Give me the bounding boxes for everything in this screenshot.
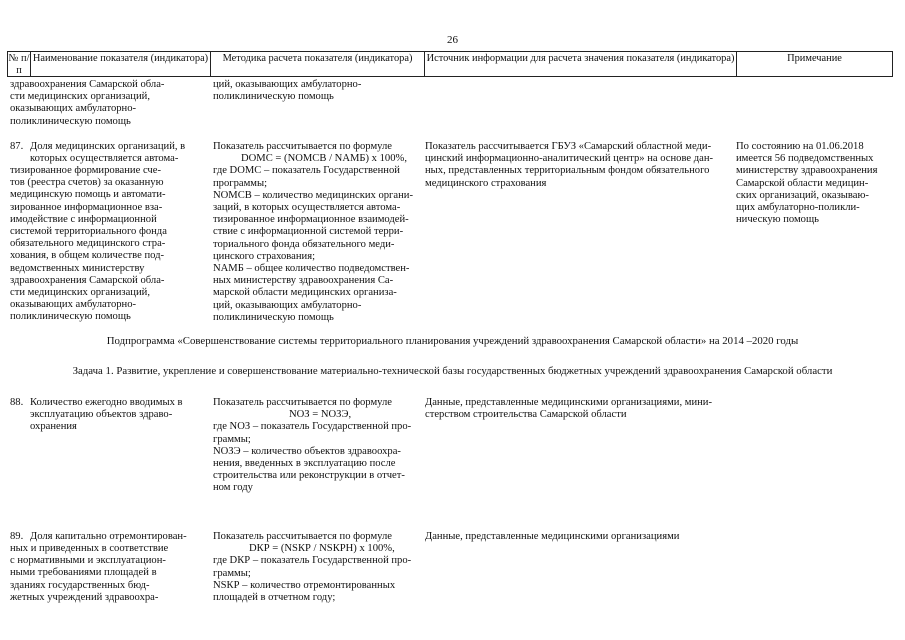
row88-method	[213, 397, 418, 495]
row87-source-line: цинский информационно-аналитический центр» на основе дан-	[425, 153, 714, 165]
row89-name-line: ных и приведенных в соответствие	[10, 543, 169, 554]
row87-note-line: ских организаций, оказываю-	[736, 189, 869, 201]
row89-name-line: Доля капитально отремонтирован-	[30, 531, 187, 542]
row87-name-line: здравоохранения Самарской обла-	[10, 274, 165, 286]
row87-name-line: медицинскую помощь и автомати-	[10, 189, 166, 201]
row89-name-line: ными требованиями площадей в	[10, 567, 157, 579]
row87-name-line: тов (реестра счетов) за оказанную	[10, 177, 164, 189]
row88-method-line: NОЗЭ – количество объектов здравоохра-	[213, 445, 401, 457]
row87-note-line: Самарской области медицин-	[736, 177, 869, 189]
carry-name-line: здравоохранения Самарской обла-	[10, 79, 165, 90]
subprogram-heading: Подпрограмма «Совершенствование системы территориального планирования учреждений здравоохранения Самарской области» на 2014 –2020 годы	[106, 335, 799, 347]
row87-source-line: ных, представленных территориальным фондом обязательного	[425, 165, 710, 177]
row87-method-line: тизированное информационное взаимодей-	[213, 214, 409, 226]
row87-note-line: По состоянию на 01.06.2018	[736, 141, 864, 152]
row87-name-line: системой территориального фонда	[10, 226, 167, 238]
row88-source-line: Данные, представленные медицинскими организациями, мини-	[425, 397, 712, 408]
row87-method-line: NАМБ – общее количество подведомствен-	[213, 263, 410, 275]
carry-name-line: поликлиническую помощь	[10, 115, 131, 127]
task-heading: Задача 1. Развитие, укрепление и совершенствование материально-технической базы государственных бюджетных учреждений здравоохранения Самарской области	[72, 365, 833, 377]
row89-name-line: с нормативными и эксплуатацион-	[10, 555, 166, 567]
row88-source-line: стерством строительства Самарской области	[425, 409, 627, 421]
row88-method-line: нения, введенных в эксплуатацию после	[213, 458, 396, 470]
carry-method-line: ций, оказывающих амбулаторно-	[213, 79, 362, 90]
carry-method-cell	[213, 79, 418, 103]
row87-method-line: ториального фонда обязательного меди-	[213, 238, 395, 250]
row89-name-cont	[10, 543, 204, 604]
page-number: 26	[447, 34, 458, 46]
row87-note-line: ническую помощь	[736, 214, 819, 226]
row87-name-line: ведомственных министерству	[10, 262, 145, 274]
header-source: Источник информации для расчета значения показателя (индикатора)	[425, 52, 737, 76]
row87-name-line: которых осуществляется автома-	[30, 153, 179, 165]
row87-method-line: цинского страхования;	[213, 250, 316, 262]
row87-source-line: Показатель рассчитывается ГБУЗ «Самарский областной меди-	[425, 141, 712, 152]
row87-name-line: хования, в общем количестве под-	[10, 250, 165, 262]
header-note: Примечание	[737, 52, 893, 76]
row87-method-intro: Показатель рассчитывается по формуле	[213, 141, 392, 152]
row87-note	[736, 141, 891, 226]
row88-method-line: где NОЗ – показатель Государственной про-	[213, 421, 412, 433]
row87-method-line: марской области медицинских организа-	[213, 287, 397, 299]
row89-name-line: жетных учреждений здравоохра-	[10, 591, 159, 603]
row87-name-cont	[10, 165, 204, 324]
row89-method-line: граммы;	[213, 567, 251, 579]
row89-method-line: площадей в отчетном году;	[213, 592, 336, 604]
row89-name	[30, 531, 204, 543]
row89-name-line: зданиях государственных бюд-	[10, 579, 150, 591]
row87-source-line: медицинского страхования	[425, 177, 547, 189]
row87-method-line: ных министерству здравоохранения Са-	[213, 275, 394, 287]
row89-formula: DКР = (NSКР / NSКРН) х 100%,	[249, 543, 395, 555]
row87-name-line: имодействие с информационной	[10, 213, 157, 225]
row87-method-line: программы;	[213, 177, 268, 189]
row87-method-line: заций, в которых осуществляется автома-	[213, 202, 401, 214]
row87-name-line: Доля медицинских организаций, в	[30, 141, 186, 152]
row88-method-line: строительства или реконструкции в отчет-	[213, 470, 405, 482]
row89-source-line: Данные, представленные медицинскими организациями	[425, 531, 680, 542]
row88-method-line: граммы;	[213, 433, 251, 445]
row89-method-line: NSКР – количество отремонтированных	[213, 579, 396, 591]
row88-name-line: эксплуатацию объектов здраво-	[30, 409, 173, 421]
row87-method-line: где DОМС – показатель Государственной	[213, 165, 400, 177]
row87-method	[213, 141, 418, 324]
header-method: Методика расчета показателя (индикатора)	[211, 52, 425, 76]
row87-name-line: зированное информационное вза-	[10, 201, 163, 213]
row87-name-line: обязательного медицинского стра-	[10, 238, 166, 250]
carry-name-line: оказывающих амбулаторно-	[10, 103, 137, 115]
row87-method-line: ствие с информационной системой терри-	[213, 226, 404, 238]
row88-name-line: Количество ежегодно вводимых в	[30, 397, 183, 408]
carry-name-line: сти медицинских организаций,	[10, 91, 150, 103]
row87-method-line: ций, оказывающих амбулаторно-	[213, 299, 362, 311]
table-header	[7, 51, 893, 77]
row89-source	[425, 531, 730, 543]
row89-method-line: где DКР – показатель Государственной про-	[213, 555, 412, 567]
row88-name-line: охранения	[30, 421, 77, 433]
row87-note-line: министерству здравоохранения	[736, 165, 878, 177]
row89-method-intro: Показатель рассчитывается по формуле	[213, 531, 392, 542]
row-number: 87.	[10, 141, 24, 152]
header-name: Наименование показателя (индикатора)	[31, 52, 211, 76]
row87-note-line: щих амбулаторно-поликли-	[736, 202, 860, 214]
row87-note-line: имеется 56 подведомственных	[736, 153, 874, 165]
row87-name	[30, 141, 204, 165]
carry-name-cell	[10, 79, 204, 128]
carry-method-line: поликлиническую помощь	[213, 91, 334, 103]
row88-method-intro: Показатель рассчитывается по формуле	[213, 397, 392, 408]
row87-method-line: NОМСВ – количество медицинских органи-	[213, 189, 413, 201]
row87-source	[425, 141, 730, 190]
row88-source	[425, 397, 730, 421]
row87-method-line: поликлиническую помощь	[213, 311, 334, 323]
row88-name	[30, 397, 204, 434]
row87-name-line: поликлиническую помощь	[10, 311, 131, 323]
row88-method-line: ном году	[213, 482, 253, 494]
row88-formula: NОЗ = NОЗЭ,	[289, 409, 352, 421]
row-number: 88.	[10, 397, 24, 408]
row-number: 89.	[10, 531, 24, 542]
row87-formula: DОМС = (NОМСВ / NАМБ) х 100%,	[241, 153, 407, 165]
row87-name-line: сти медицинских организаций,	[10, 287, 150, 299]
row87-name-line: тизированное формирование сче-	[10, 165, 161, 176]
row89-method	[213, 531, 418, 604]
row87-name-line: оказывающих амбулаторно-	[10, 299, 137, 311]
header-num: № п/п	[8, 53, 30, 76]
